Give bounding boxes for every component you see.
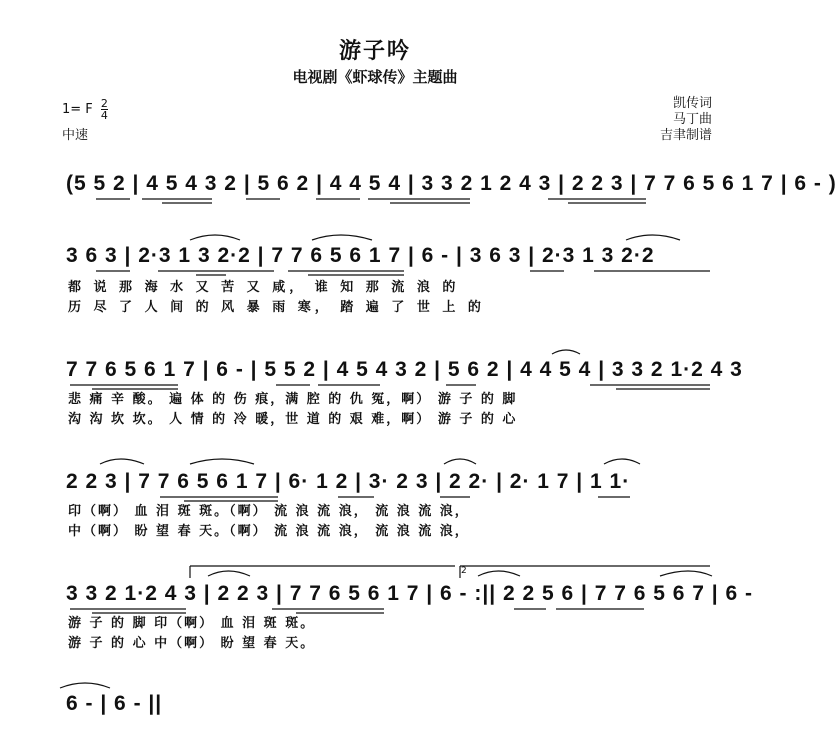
notation-line-2: 3 6 3 | 2·3 1 3 2·2 | 7 7 6 5 6 1 7 | 6 - | 3 6 3 | 2·3 1 3 2·2 [66,244,655,267]
lyric-line-5a: 游 子 的 脚 印（啊） 血 泪 斑 斑。 [68,616,316,631]
time-bottom: 4 [100,109,108,122]
lyric-line-4a: 印（啊） 血 泪 斑 斑。（啊） 流 浪 流 浪， 流 浪 流 浪， [68,504,470,519]
notation-line-5: 3 3 2 1·2 4 3 | 2 2 3 | 7 7 6 5 6 1 7 | 6 - :|| 2 2 5 6 | 7 7 6 5 6 7 | 6 - [66,582,754,605]
lyric-line-2a: 都 说 那 海 水 又 苦 又 咸， 谁 知 那 流 浪 的 [68,280,460,295]
lyricist-credit: 凯传词 [672,96,712,111]
notation-line-4: 2 2 3 | 7 7 6 5 6 1 7 | 6· 1 2 | 3· 2 3 | 2 2· | 2· 1 7 | 1 1· [66,470,631,493]
lyric-line-3a: 悲 痛 辛 酸。 遍 体 的 伤 痕，满 腔 的 仇 冤，啊） 游 子 的 脚 [68,392,518,407]
notation-line-1: (5 5 2 | 4 5 4 3 2 | 5 6 2 | 4 4 5 4 | 3 3 2 1 2 4 3 | 2 2 3 | 7 7 6 5 6 1 7 | 6 - ) [66,172,837,195]
song-subtitle: 电视剧《虾球传》主题曲 [292,68,458,86]
composer-credit: 马丁曲 [672,112,712,127]
transcriber-credit: 吉聿制谱 [659,128,712,143]
lyric-line-5b: 游 子 的 心 中（啊） 盼 望 春 天。 [68,636,316,651]
lyric-line-2b: 历 尽 了 人 间 的 风 暴 雨 寒， 踏 遍 了 世 上 的 [68,300,485,315]
volta-number: 2 [461,566,467,576]
key-label: 1= F [62,102,93,117]
notation-line-3: 7 7 6 5 6 1 7 | 6 - | 5 5 2 | 4 5 4 3 2 | 5 6 2 | 4 4 5 4 | 3 3 2 1·2 4 3 [66,358,743,381]
time-top: 2 [100,97,108,110]
lyric-line-4b: 中（啊） 盼 望 春 天。（啊） 流 浪 流 浪， 流 浪 流 浪， [68,524,470,539]
lyric-line-3b: 沟 沟 坎 坎。 人 情 的 冷 暖，世 道 的 艰 难，啊） 游 子 的 心 [68,412,518,427]
notation-line-6: 6 - | 6 - || [66,692,163,715]
tempo-marking: 中速 [62,128,89,143]
song-title: 游子吟 [338,39,411,64]
